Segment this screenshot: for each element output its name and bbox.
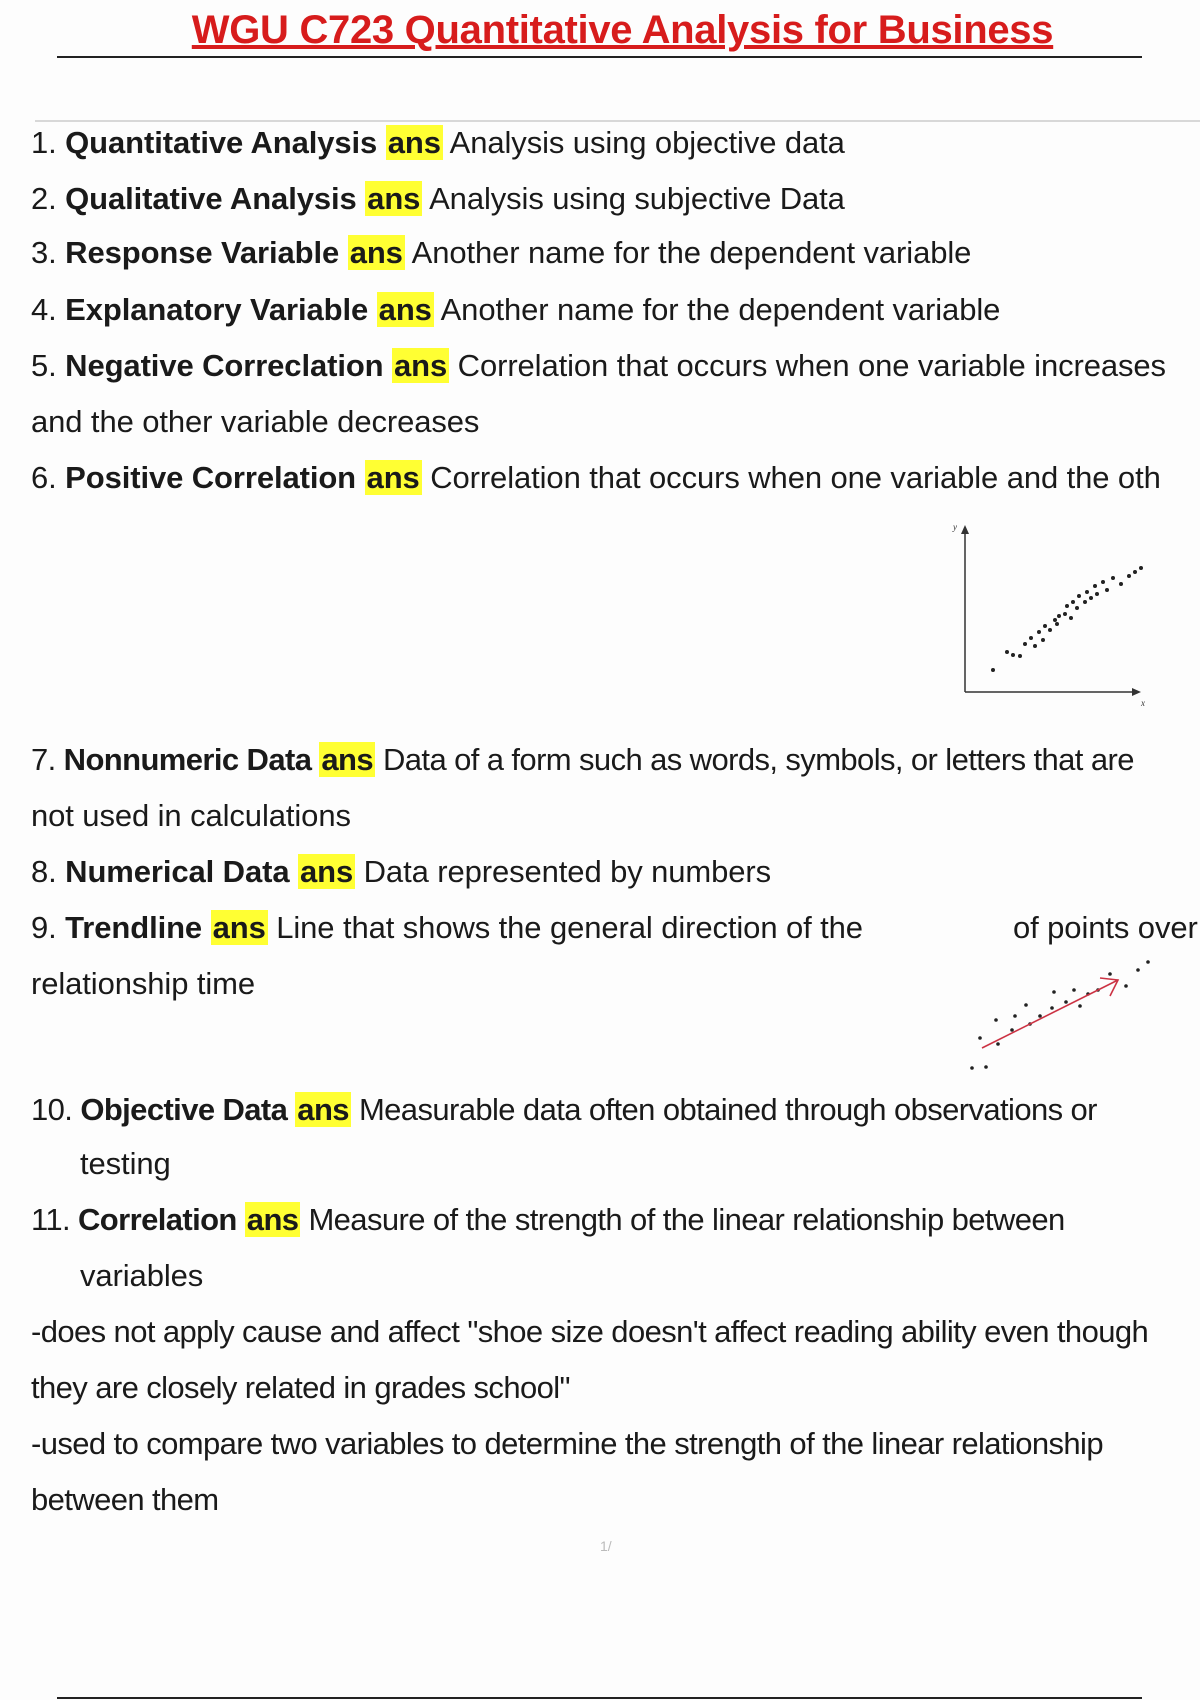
item-continuation: relationship time [31,966,256,1001]
scatter-dot [1055,622,1059,626]
scatter-dot [996,1042,1000,1046]
positive-correlation-scatter-figure [945,520,1150,710]
trendline-figure [960,950,1150,1075]
scatter-dot [1038,1014,1042,1018]
scatter-dot [1013,1014,1017,1018]
item-term: Correlation [78,1202,237,1237]
item-number: 7. [31,742,56,777]
item-term: Response Variable [65,235,340,270]
scatter-dot [1124,984,1128,988]
scatter-dot [1093,584,1097,588]
item-definition: Another name for the dependent variable [411,235,972,270]
scatter-dot [1069,616,1073,620]
scatter-dot [1064,1000,1068,1004]
item-definition: Measure of the strength of the linear relationship between [308,1202,1065,1237]
page-marker: 1/ [600,1538,612,1554]
scatter-dot [1083,600,1087,604]
item-number: 11. [31,1202,70,1237]
item-number: 4. [31,292,57,327]
scatter-dot [1041,638,1045,642]
item-term: Quantitative Analysis [65,125,378,160]
footer-rule [57,1697,1142,1699]
scatter-dot [1105,588,1109,592]
document-title: WGU C723 Quantitative Analysis for Business [191,8,1054,52]
trendline-points [970,960,1150,1070]
scatter-dot [1063,612,1067,616]
scatter-dot [994,1018,998,1022]
list-item [31,852,771,892]
header-separator [35,120,1200,122]
ans-highlight: ans [378,292,432,327]
item-definition: Measurable data often obtained through observations or [358,1092,1097,1127]
item-definition: Correlation that occurs when one variable and the oth [430,460,1161,495]
y-axis-arrowhead [961,525,969,534]
ans-highlight: ans [387,125,441,160]
scatter-dot [1127,574,1131,578]
scatter-dot [1139,566,1143,570]
ans-highlight: ans [246,1202,299,1237]
scatter-dot [1065,604,1069,608]
scatter-dot [1023,642,1027,646]
item-term: Positive Correlation [65,460,357,495]
item-definition-right: of points over [1013,910,1198,945]
ans-highlight: ans [366,460,420,495]
list-item [31,1200,1065,1240]
ans-highlight: ans [300,854,354,889]
list-item [31,458,1161,498]
list-item [31,740,1134,780]
scatter-dot [1050,1006,1054,1010]
item-definition: Line that shows the general direction of the [276,910,863,945]
scatter-dot [1119,582,1123,586]
scatter-dot [1095,592,1099,596]
item-continuation: and the other variable decreases [31,404,480,439]
x-axis-arrowhead [1132,688,1141,696]
item-number: 9. [31,910,57,945]
scatter-dot [984,1065,988,1069]
scatter-dot [1029,636,1033,640]
scatter-dot [1048,628,1052,632]
item-term: Trendline [65,910,203,945]
item-term: Nonnumeric Data [63,742,312,777]
title-underline-rule [57,56,1142,58]
scatter-dot [1043,624,1047,628]
item-definition: Correlation that occurs when one variable increases [457,348,1166,383]
item-number: 10. [31,1092,73,1127]
scatter-dot [1057,614,1061,618]
scatter-dot [1037,630,1041,634]
item-definition: Data of a form such as words, symbols, or letters that are [383,742,1134,777]
scatter-dot [1111,576,1115,580]
item-continuation: variables [80,1258,204,1293]
item-term: Objective Data [80,1092,288,1127]
scatter-dot [1024,1003,1028,1007]
scatter-dot [1133,570,1137,574]
scatter-dot [1053,618,1057,622]
scatter-dot [1146,960,1150,964]
item-definition: Analysis using objective data [449,125,845,160]
item-term: Numerical Data [65,854,290,889]
scatter-dot [1078,1004,1082,1008]
scatter-dot [1085,590,1089,594]
item-continuation: testing [80,1146,171,1181]
item-term: Negative Correclation [65,348,384,383]
ans-highlight: ans [394,348,448,383]
scatter-dot [1052,990,1056,994]
scatter-dot [991,668,995,672]
scatter-dot [1136,968,1140,972]
item-term: Explanatory Variable [65,292,369,327]
item-number: 3. [31,235,57,270]
list-item [31,1090,1097,1130]
item-number: 1. [31,125,57,160]
list-item [31,908,863,948]
scatter-dot [1108,972,1112,976]
scatter-dot [1101,580,1105,584]
scatter-dot [1072,988,1076,992]
scatter-dot [970,1066,974,1070]
y-axis-label: y [953,522,957,532]
item-number: 6. [31,460,57,495]
item-definition: Data represented by numbers [363,854,772,889]
x-axis-label: x [1141,698,1145,708]
note-line: they are closely related in grades school" [31,1370,570,1405]
item-continuation: not used in calculations [31,798,351,833]
scatter-dot [1018,654,1022,658]
ans-highlight: ans [367,181,421,216]
scatter-dot [1033,644,1037,648]
note-line: -does not apply cause and affect "shoe size doesn't affect reading ability even though [31,1314,1149,1349]
note-line: -used to compare two variables to determine the strength of the linear relationship [31,1426,1103,1461]
scatter-dot [1089,596,1093,600]
list-item [31,123,845,163]
list-item [31,233,971,273]
scatter-points [991,566,1143,672]
scatter-dot [1075,606,1079,610]
item-definition: Analysis using subjective Data [429,181,845,216]
scatter-dot [1077,594,1081,598]
trend-arrow-line [982,980,1118,1048]
item-number: 5. [31,348,57,383]
scatter-dot [1010,1028,1014,1032]
item-number: 2. [31,181,57,216]
scatter-dot [1071,600,1075,604]
scatter-dot [1011,653,1015,657]
ans-highlight: ans [297,1092,349,1127]
item-number: 8. [31,854,57,889]
note-line: between them [31,1482,219,1517]
item-definition: Another name for the dependent variable [440,292,1001,327]
list-item [31,346,1166,386]
item-term: Qualitative Analysis [65,181,357,216]
scatter-dot [1005,650,1009,654]
ans-highlight: ans [349,235,403,270]
ans-highlight: ans [321,742,373,777]
ans-highlight: ans [212,910,266,945]
list-item [31,179,845,219]
scatter-dot [978,1036,982,1040]
list-item [31,290,1000,330]
